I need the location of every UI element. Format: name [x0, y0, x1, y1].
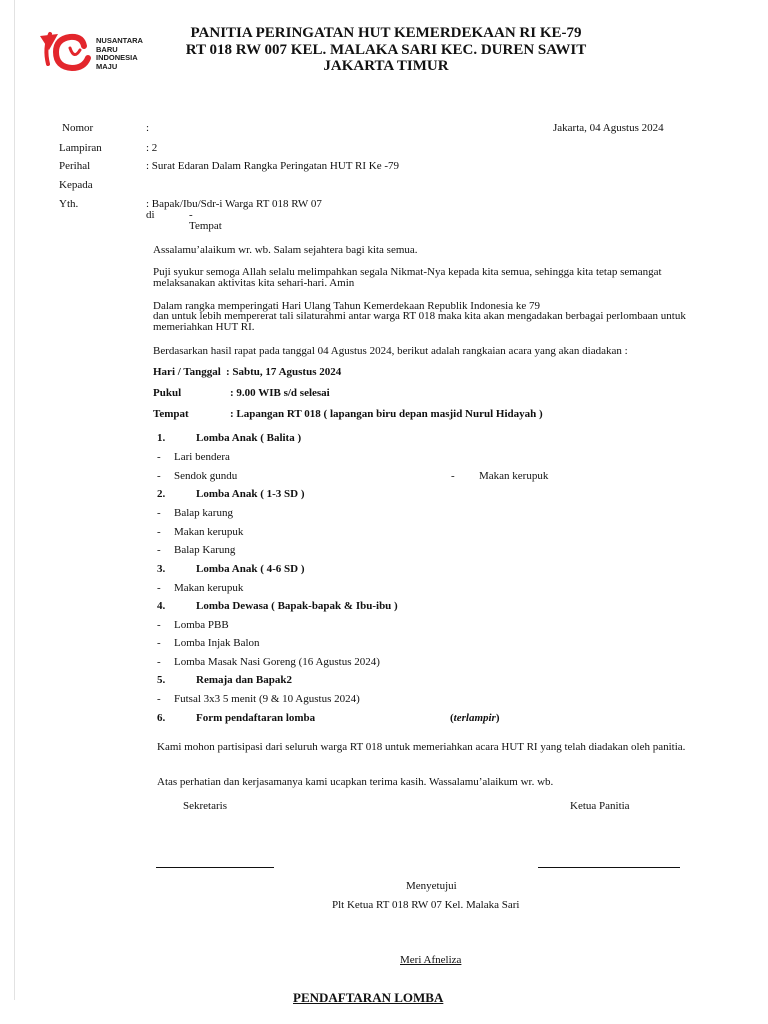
menyetujui-label: Menyetujui — [406, 880, 457, 892]
section-number: 2. — [157, 488, 166, 500]
list-item: Lomba Injak Balon — [174, 637, 260, 649]
signature-line-ketua — [538, 867, 680, 868]
bullet: - — [157, 507, 161, 519]
tempat-line: Tempat — [189, 220, 222, 232]
bullet: - — [157, 619, 161, 631]
list-item: Lomba Masak Nasi Goreng (16 Agustus 2024) — [174, 656, 380, 668]
paragraph-1: Puji syukur semoga Allah selalu melimpahkan segala Nikmat-Nya kepada kita semua, sehingga kita tetap semangat melaksanakan aktivitas kita sehari-hari. Amin — [153, 266, 662, 289]
hari-value: : Sabtu, 17 Agustus 2024 — [226, 366, 342, 378]
section-title: Lomba Anak ( Balita ) — [196, 432, 302, 444]
bullet: - — [157, 470, 161, 482]
section-number: 1. — [157, 432, 166, 444]
list-item: Makan kerupuk — [174, 582, 244, 594]
bullet: - — [157, 451, 161, 463]
header-line-2: RT 018 RW 007 KEL. MALAKA SARI KEC. DUREN SAWIT — [185, 42, 587, 58]
logo-text-line: BARU — [96, 44, 118, 54]
bullet: - — [157, 656, 161, 668]
lampiran-value: : 2 — [146, 142, 158, 154]
closing-paragraph-1: Kami mohon partisipasi dari seluruh warga RT 018 untuk memeriahkan acara HUT RI yang telah diadakan oleh panitia. — [157, 741, 686, 753]
header-line-1: PANITIA PERINGATAN HUT KEMERDEKAAN RI KE-79 — [190, 25, 582, 41]
yth-label: Yth. — [59, 198, 79, 210]
letter-date: Jakarta, 04 Agustus 2024 — [553, 122, 664, 134]
section-number: 4. — [157, 600, 166, 612]
bullet: - — [157, 526, 161, 538]
section-number: 5. — [157, 674, 166, 686]
section-number: 6. — [157, 712, 166, 724]
tempat-value: : Lapangan RT 018 ( lapangan biru depan masjid Nurul Hidayah ) — [230, 408, 543, 420]
list-item: Lomba PBB — [174, 619, 229, 631]
bullet: - — [157, 582, 161, 594]
list-item: Lari bendera — [174, 451, 230, 463]
paragraph-2-line-2: dan untuk lebih mempererat tali silaturahmi antar warga RT 018 maka kita akan mengadakan berbagai perlombaan untuk memeriahkan HUT RI. — [153, 310, 686, 333]
sekretaris-label: Sekretaris — [183, 800, 227, 812]
list-item: Balap Karung — [174, 544, 236, 556]
page-edge — [14, 0, 15, 1000]
section-number: 3. — [157, 563, 166, 575]
logo-text-line: NUSANTARA — [96, 36, 143, 45]
di-dash: - — [189, 209, 193, 221]
section-note: (terlampir) — [450, 712, 500, 724]
list-item: Balap karung — [174, 507, 233, 519]
perihal-value: : Surat Edaran Dalam Rangka Peringatan HUT RI Ke -79 — [146, 160, 400, 172]
section-title: Lomba Dewasa ( Bapak-bapak & Ibu-ibu ) — [196, 600, 398, 612]
hari-label: Hari / Tanggal — [153, 366, 221, 378]
list-item: Makan kerupuk — [174, 526, 244, 538]
section-title: Form pendaftaran lomba — [196, 712, 316, 724]
bullet: - — [157, 693, 161, 705]
footer-title: PENDAFTARAN LOMBA — [293, 990, 444, 1005]
yth-value: : Bapak/Ibu/Sdr-i Warga RT 018 RW 07 — [146, 198, 322, 210]
logo-text — [96, 37, 143, 71]
bullet: - — [157, 544, 161, 556]
section-title: Lomba Anak ( 4-6 SD ) — [196, 563, 305, 575]
nomor-label: Nomor — [62, 122, 94, 134]
signer-name: Meri Afneliza — [400, 954, 462, 966]
pukul-value: : 9.00 WIB s/d selesai — [230, 387, 330, 399]
pukul-label: Pukul — [153, 387, 182, 399]
section-title: Lomba Anak ( 1-3 SD ) — [196, 488, 305, 500]
logo-text-line: INDONESIA — [96, 53, 138, 62]
list-item: Sendok gundu — [174, 470, 238, 482]
header-line-3: JAKARTA TIMUR — [323, 58, 449, 74]
salam-text: Assalamu’alaikum wr. wb. Salam sejahtera bagi kita semua. — [153, 244, 418, 256]
plt-label: Plt Ketua RT 018 RW 07 Kel. Malaka Sari — [332, 899, 520, 911]
di-label: di — [146, 209, 155, 221]
paragraph-3: Berdasarkan hasil rapat pada tanggal 04 Agustus 2024, berikut adalah rangkaian acara yang akan diadakan : — [153, 345, 628, 357]
hut-ri-79-logo — [36, 30, 92, 74]
section-title: Remaja dan Bapak2 — [196, 674, 292, 686]
closing-paragraph-2: Atas perhatian dan kerjasamanya kami ucapkan terima kasih. Wassalamu’alaikum wr. wb. — [157, 776, 554, 788]
bullet: - — [451, 470, 455, 482]
perihal-label: Perihal — [59, 160, 91, 172]
nomor-value: : — [146, 122, 150, 134]
logo-text-line: MAJU — [96, 61, 118, 71]
bullet: - — [157, 637, 161, 649]
tempat-label: Tempat — [153, 408, 189, 420]
section-note-text: terlampir — [453, 712, 496, 724]
paragraph-2-line-1: Dalam rangka memperingati Hari Ulang Tahun Kemerdekaan Republik Indonesia ke 79 — [153, 300, 540, 312]
list-item: Futsal 3x3 5 menit (9 & 10 Agustus 2024) — [174, 693, 360, 705]
ketua-label: Ketua Panitia — [570, 800, 630, 812]
list-item: Makan kerupuk — [479, 470, 549, 482]
lampiran-label: Lampiran — [59, 142, 102, 154]
kepada-label: Kepada — [59, 179, 93, 191]
signature-line-sekretaris — [156, 867, 274, 868]
